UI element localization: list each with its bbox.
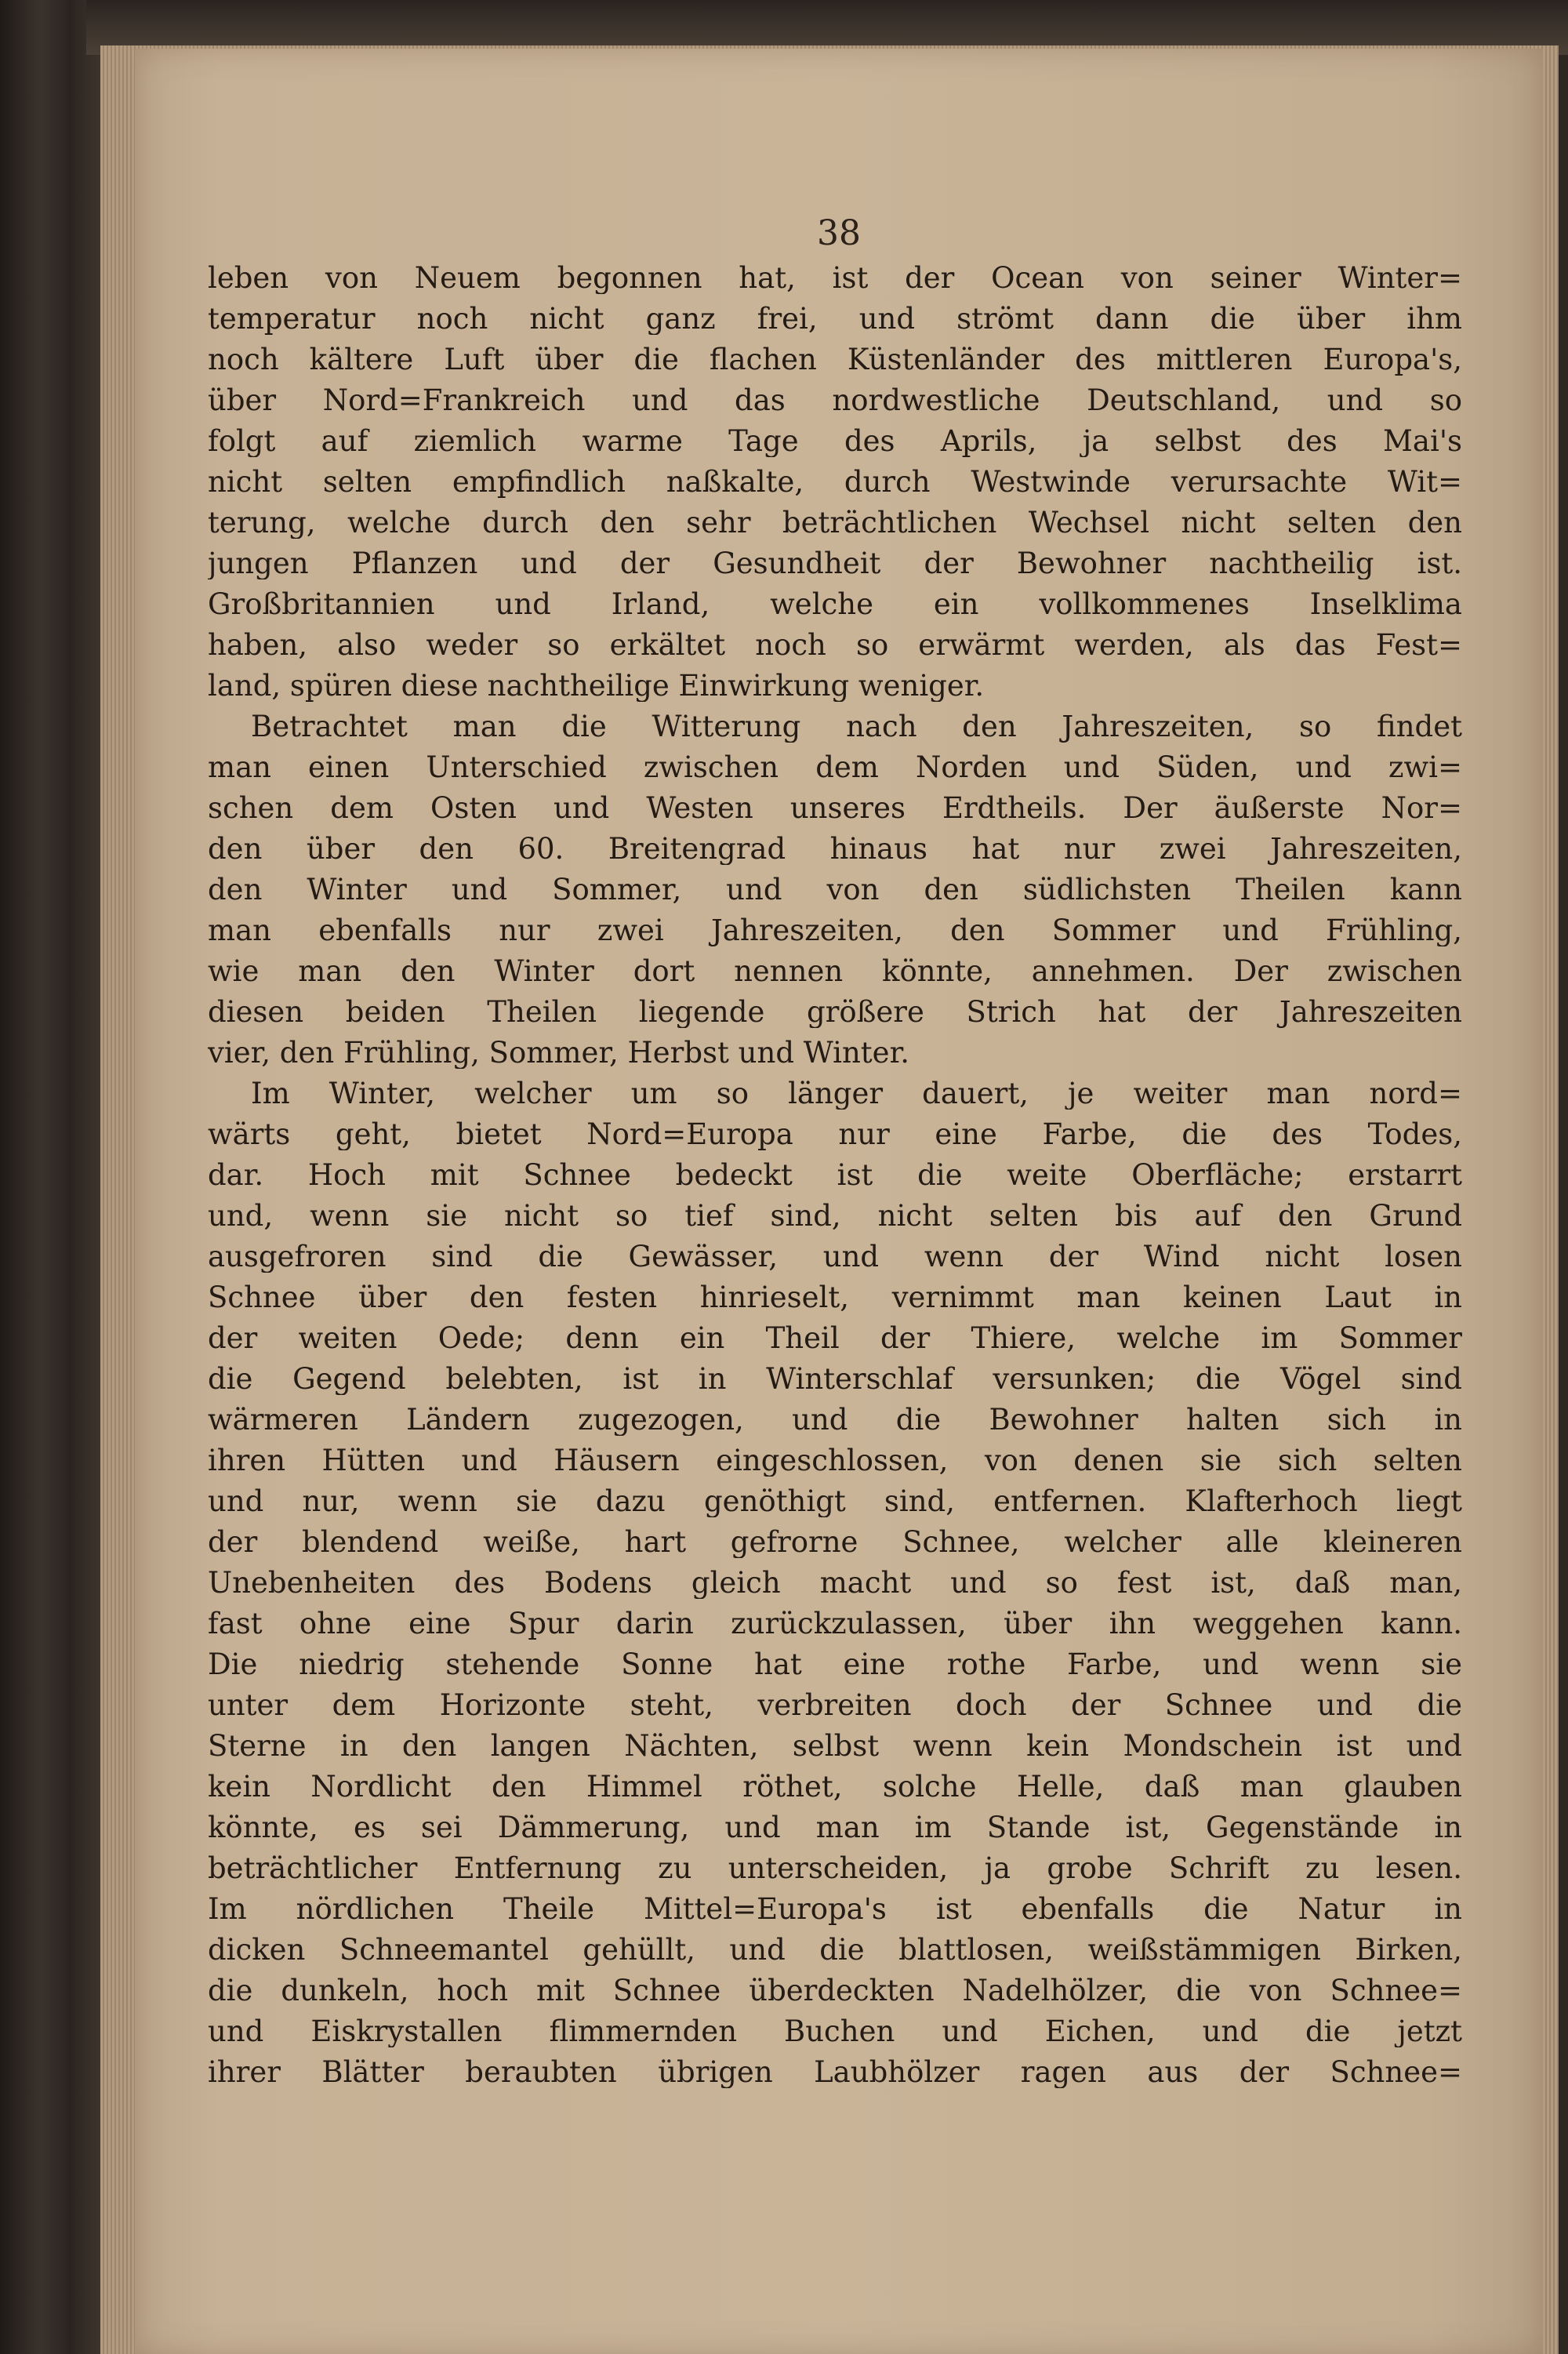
text-line: den über den 60. Breitengrad hinaus hat nur zwei Jahreszeiten, (208, 834, 1462, 865)
text-line: Sterne in den langen Nächten, selbst wenn kein Mondschein ist und (208, 1731, 1462, 1762)
text-line: Schnee über den festen hinrieselt, vernimmt man keinen Laut in (208, 1282, 1462, 1313)
text-line: unter dem Horizonte steht, verbreiten doch der Schnee und die (208, 1690, 1462, 1721)
text-line: Betrachtet man die Witterung nach den Jahreszeiten, so findet (251, 711, 1462, 743)
page-number: 38 (817, 213, 861, 253)
text-line: über Nord=Frankreich und das nordwestliche Deutschland, und so (208, 385, 1462, 416)
text-line: Die niedrig stehende Sonne hat eine rothe Farbe, und wenn sie (208, 1649, 1462, 1680)
text-line: dicken Schneemantel gehüllt, und die blattlosen, weißstämmigen Birken, (208, 1934, 1462, 1966)
text-line: und, wenn sie nicht so tief sind, nicht selten bis auf den Grund (208, 1201, 1462, 1232)
text-line: folgt auf ziemlich warme Tage des Aprils, ja selbst des Mai's (208, 426, 1462, 457)
text-line: der blendend weiße, hart gefrorne Schnee, welcher alle kleineren (208, 1527, 1462, 1558)
text-line: wie man den Winter dort nennen könnte, annehmen. Der zwischen (208, 956, 1462, 987)
text-line: dar. Hoch mit Schnee bedeckt ist die weite Oberfläche; erstarrt (208, 1160, 1462, 1191)
body-text (208, 263, 1462, 2098)
text-line: könnte, es sei Dämmerung, und man im Stande ist, Gegenstände in (208, 1812, 1462, 1844)
text-line: fast ohne eine Spur darin zurückzulassen, über ihn weggehen kann. (208, 1608, 1462, 1640)
text-line: temperatur noch nicht ganz frei, und strömt dann die über ihm (208, 303, 1462, 335)
text-line: nicht selten empfindlich naßkalte, durch Westwinde verursachte Wit= (208, 467, 1462, 498)
text-line: schen dem Osten und Westen unseres Erdtheils. Der äußerste Nor= (208, 793, 1462, 824)
text-line: Im nördlichen Theile Mittel=Europa's ist ebenfalls die Natur in (208, 1894, 1462, 1925)
text-line: noch kältere Luft über die flachen Küstenländer des mittleren Europa's, (208, 344, 1462, 376)
text-line: die Gegend belebten, ist in Winterschlaf versunken; die Vögel sind (208, 1364, 1462, 1395)
text-line: ihren Hütten und Häusern eingeschlossen, von denen sie sich selten (208, 1445, 1462, 1477)
text-line: Unebenheiten des Bodens gleich macht und so fest ist, daß man, (208, 1568, 1462, 1599)
text-line: diesen beiden Theilen liegende größere Strich hat der Jahreszeiten (208, 997, 1462, 1028)
text-line: man ebenfalls nur zwei Jahreszeiten, den Sommer und Frühling, (208, 915, 1462, 946)
text-line: und Eiskrystallen flimmernden Buchen und Eichen, und die jetzt (208, 2016, 1462, 2047)
text-line: Im Winter, welcher um so länger dauert, je weiter man nord= (251, 1078, 1462, 1110)
text-line: der weiten Oede; denn ein Theil der Thiere, welche im Sommer (208, 1323, 1462, 1354)
text-line: ihrer Blätter beraubten übrigen Laubhölzer ragen aus der Schnee= (208, 2057, 1462, 2088)
text-line: Großbritannien und Irland, welche ein vollkommenes Inselklima (208, 589, 1462, 620)
text-line: und nur, wenn sie dazu genöthigt sind, entfernen. Klafterhoch liegt (208, 1486, 1462, 1517)
text-line: ausgefroren sind die Gewässer, und wenn der Wind nicht losen (208, 1241, 1462, 1273)
text-line: haben, also weder so erkältet noch so erwärmt werden, als das Fest= (208, 630, 1462, 661)
text-line: land, spüren diese nachtheilige Einwirkung weniger. (208, 670, 985, 702)
text-line: man einen Unterschied zwischen dem Norden und Süden, und zwi= (208, 752, 1462, 783)
text-line: vier, den Frühling, Sommer, Herbst und Winter. (208, 1037, 909, 1069)
text-line: die dunkeln, hoch mit Schnee überdeckten Nadelhölzer, die von Schnee= (208, 1975, 1462, 2007)
text-line: leben von Neuem begonnen hat, ist der Ocean von seiner Winter= (208, 263, 1462, 294)
text-line: terung, welche durch den sehr beträchtlichen Wechsel nicht selten den (208, 507, 1462, 539)
text-line: jungen Pflanzen und der Gesundheit der Bewohner nachtheilig ist. (208, 548, 1462, 579)
text-line: kein Nordlicht den Himmel röthet, solche Helle, daß man glauben (208, 1771, 1462, 1803)
text-line: beträchtlicher Entfernung zu unterscheiden, ja grobe Schrift zu lesen. (208, 1853, 1462, 1884)
text-line: den Winter und Sommer, und von den südlichsten Theilen kann (208, 874, 1462, 906)
text-line: wärts geht, bietet Nord=Europa nur eine Farbe, die des Todes, (208, 1119, 1462, 1150)
text-line: wärmeren Ländern zugezogen, und die Bewohner halten sich in (208, 1404, 1462, 1436)
